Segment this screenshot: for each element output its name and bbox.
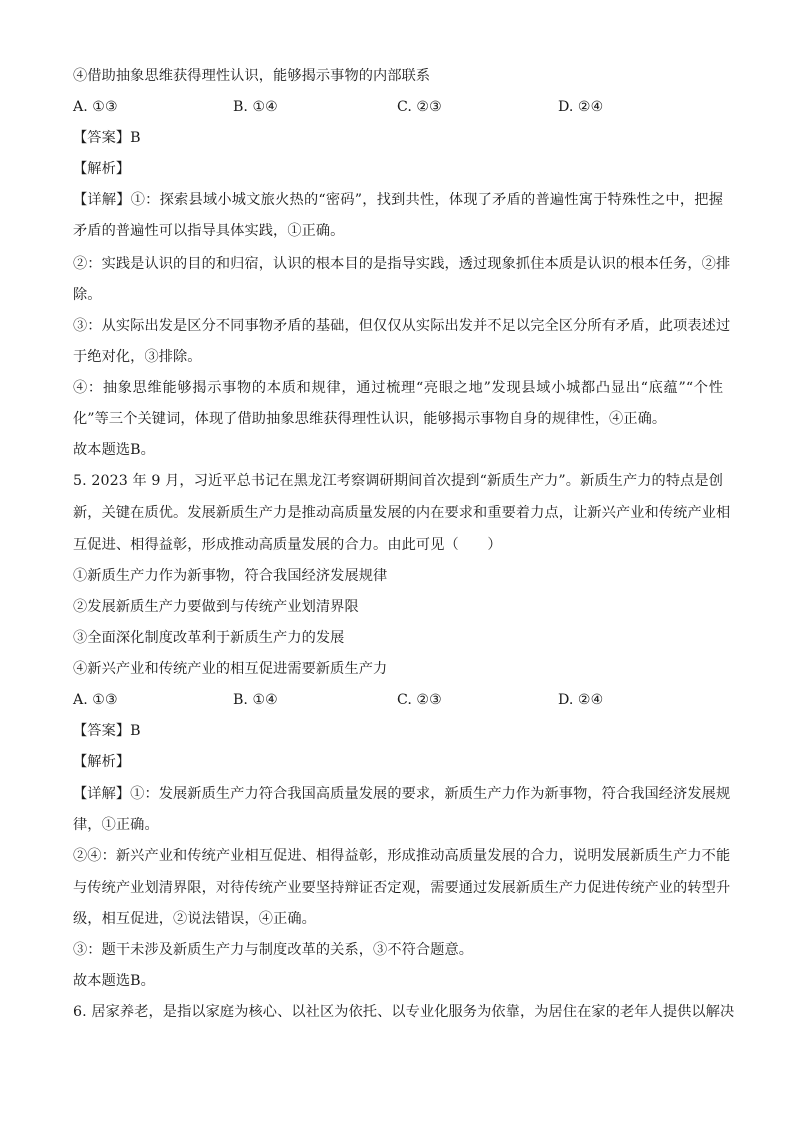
q5-choice-a: A. ①③ [73, 692, 118, 708]
q4-detail-line: 于绝对化，③排除。 [73, 349, 202, 365]
q4-answer: 【答案】B [73, 130, 141, 146]
q5-conclusion: 故本题选B。 [73, 973, 155, 989]
q5-stem-line: 5. 2023 年 9 月，习近平总书记在黑龙江考察调研期间首次提到“新质生产力”。新质生产力的特点是创 [73, 473, 723, 489]
q4-detail-line: 矛盾的普遍性可以指导具体实践，①正确。 [73, 223, 345, 239]
q5-choice-c: C. ②③ [397, 692, 442, 708]
q4-choice-c: C. ②③ [397, 99, 442, 115]
q4-conclusion: 故本题选B。 [73, 442, 155, 458]
q4-analysis-label: 【解析】 [73, 161, 131, 177]
q5-option: ②发展新质生产力要做到与传统产业划清界限 [73, 599, 359, 615]
q4-choice-a: A. ①③ [73, 99, 118, 115]
q5-analysis-label: 【解析】 [73, 754, 131, 770]
q5-detail-line: 与传统产业划清界限，对待传统产业要坚持辩证否定观，需要通过发展新质生产力促进传统产业的转型升 [73, 880, 731, 896]
q4-detail-line: ④：抽象思维能够揭示事物的本质和规律，通过梳理“亮眼之地”发现县域小城都凸显出“底蕴”“个性 [73, 380, 723, 396]
q5-answer: 【答案】B [73, 723, 141, 739]
q4-choice-d: D. ②④ [558, 99, 604, 115]
q4-option-4: ④借助抽象思维获得理性认识，能够揭示事物的内部联系 [73, 68, 431, 84]
q5-detail-line: ③：题干未涉及新质生产力与制度改革的关系，③不符合题意。 [73, 942, 474, 958]
q5-option: ①新质生产力作为新事物，符合我国经济发展规律 [73, 568, 388, 584]
q4-choice-b: B. ①④ [233, 99, 278, 115]
q4-detail-line: ③：从实际出发是区分不同事物矛盾的基础，但仅仅从实际出发并不足以完全区分所有矛盾，此项表述过 [73, 318, 731, 334]
q5-choice-b: B. ①④ [233, 692, 278, 708]
q5-stem-line: 新，关键在质优。发展新质生产力是推动高质量发展的内在要求和重要着力点，让新兴产业和传统产业相 [73, 505, 731, 521]
q5-detail-line: ②④：新兴产业和传统产业相互促进、相得益彰，形成推动高质量发展的合力，说明发展新质生产力不能 [73, 848, 731, 864]
q5-detail-line: 【详解】①：发展新质生产力符合我国高质量发展的要求，新质生产力作为新事物，符合我国经济发展规 [73, 786, 731, 802]
q5-detail-line: 级，相互促进，②说法错误，④正确。 [73, 911, 316, 927]
q5-choice-d: D. ②④ [558, 692, 604, 708]
q4-detail-line: 【详解】①：探索县域小城文旅火热的“密码”，找到共性，体现了矛盾的普遍性寓于特殊性之中，把握 [73, 192, 723, 208]
q4-detail-line: 化”等三个关键词，体现了借助抽象思维获得理性认识，能够揭示事物自身的规律性，④正确。 [73, 411, 667, 427]
q5-stem-line: 互促进、相得益彰，形成推动高质量发展的合力。由此可见（ ） [73, 537, 502, 553]
q5-option: ③全面深化制度改革利于新质生产力的发展 [73, 630, 345, 646]
q5-detail-line: 律，①正确。 [73, 817, 159, 833]
q6-stem-line: 6. 居家养老，是指以家庭为核心、以社区为依托、以专业化服务为依靠，为居住在家的老年人提供以解决 [73, 1004, 735, 1020]
q4-detail-line: 除。 [73, 287, 102, 303]
q5-option: ④新兴产业和传统产业的相互促进需要新质生产力 [73, 661, 388, 677]
q4-detail-line: ②：实践是认识的目的和归宿，认识的根本目的是指导实践，透过现象抓住本质是认识的根本任务，②排 [73, 256, 731, 272]
